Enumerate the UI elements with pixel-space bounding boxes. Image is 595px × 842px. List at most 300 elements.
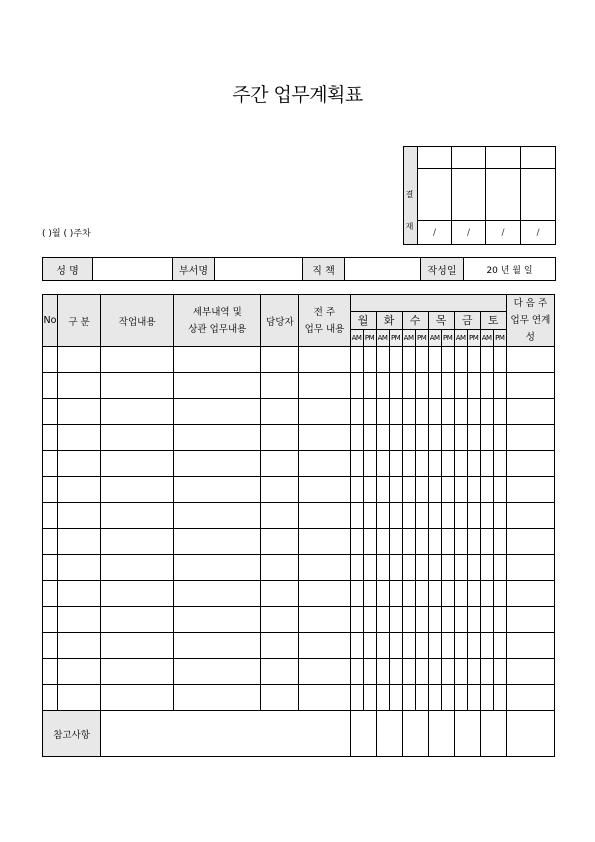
table-row	[43, 633, 555, 659]
table-cell[interactable]	[415, 425, 428, 451]
table-cell[interactable]	[402, 399, 415, 425]
table-cell[interactable]	[101, 477, 174, 503]
table-cell[interactable]	[101, 373, 174, 399]
table-cell[interactable]	[363, 373, 376, 399]
table-cell[interactable]	[493, 659, 506, 685]
table-cell[interactable]	[389, 347, 402, 373]
table-cell[interactable]	[101, 347, 174, 373]
table-cell[interactable]	[441, 477, 454, 503]
table-cell[interactable]	[467, 659, 480, 685]
table-cell[interactable]	[454, 503, 467, 529]
table-cell[interactable]	[363, 659, 376, 685]
table-cell[interactable]	[43, 555, 58, 581]
table-cell[interactable]	[467, 399, 480, 425]
notes-day-cell[interactable]	[376, 711, 402, 757]
table-cell[interactable]	[389, 607, 402, 633]
table-cell[interactable]	[58, 347, 101, 373]
table-cell[interactable]	[402, 633, 415, 659]
approval-title-cell[interactable]	[452, 147, 486, 169]
table-cell[interactable]	[480, 633, 493, 659]
table-cell[interactable]	[350, 529, 363, 555]
table-cell[interactable]	[415, 659, 428, 685]
table-cell[interactable]	[261, 425, 299, 451]
table-cell[interactable]	[428, 555, 441, 581]
table-cell[interactable]	[376, 503, 389, 529]
table-cell[interactable]	[441, 555, 454, 581]
table-cell[interactable]	[441, 451, 454, 477]
table-cell[interactable]	[299, 659, 350, 685]
table-cell[interactable]	[350, 685, 363, 711]
table-cell[interactable]	[402, 555, 415, 581]
table-cell[interactable]	[174, 555, 261, 581]
table-cell[interactable]	[389, 503, 402, 529]
day-header: 월	[350, 312, 376, 329]
approval-date-cell[interactable]: /	[418, 221, 452, 245]
table-cell[interactable]	[480, 685, 493, 711]
table-cell[interactable]	[376, 529, 389, 555]
table-cell[interactable]	[43, 607, 58, 633]
table-cell[interactable]	[261, 477, 299, 503]
table-cell[interactable]	[261, 685, 299, 711]
table-cell[interactable]	[493, 555, 506, 581]
table-cell[interactable]	[299, 503, 350, 529]
table-cell[interactable]	[454, 477, 467, 503]
table-cell[interactable]	[389, 581, 402, 607]
table-cell[interactable]	[493, 607, 506, 633]
table-cell[interactable]	[299, 685, 350, 711]
table-cell[interactable]	[58, 607, 101, 633]
table-cell[interactable]	[376, 555, 389, 581]
table-cell[interactable]	[428, 399, 441, 425]
table-cell[interactable]	[493, 581, 506, 607]
table-cell[interactable]	[506, 503, 554, 529]
table-cell[interactable]	[261, 451, 299, 477]
table-cell[interactable]	[58, 503, 101, 529]
table-cell[interactable]	[376, 425, 389, 451]
approval-title-cell[interactable]	[521, 147, 556, 169]
table-cell[interactable]	[261, 503, 299, 529]
table-cell[interactable]	[101, 555, 174, 581]
owner-header: 담당자	[261, 295, 299, 347]
approval-sign-cell[interactable]	[452, 169, 486, 221]
table-cell[interactable]	[299, 607, 350, 633]
table-cell[interactable]	[261, 529, 299, 555]
table-cell[interactable]	[506, 477, 554, 503]
table-cell[interactable]	[58, 685, 101, 711]
table-cell[interactable]	[415, 555, 428, 581]
table-cell[interactable]	[261, 373, 299, 399]
table-cell[interactable]	[415, 373, 428, 399]
table-cell[interactable]	[299, 477, 350, 503]
table-cell[interactable]	[467, 685, 480, 711]
table-cell[interactable]	[261, 347, 299, 373]
table-cell[interactable]	[415, 503, 428, 529]
table-cell[interactable]	[506, 451, 554, 477]
table-cell[interactable]	[101, 503, 174, 529]
table-cell[interactable]	[454, 607, 467, 633]
table-cell[interactable]	[441, 503, 454, 529]
table-cell[interactable]	[389, 685, 402, 711]
table-cell[interactable]	[350, 373, 363, 399]
table-cell[interactable]	[441, 399, 454, 425]
table-cell[interactable]	[261, 581, 299, 607]
table-cell[interactable]	[415, 399, 428, 425]
table-cell[interactable]	[480, 555, 493, 581]
table-cell[interactable]	[58, 399, 101, 425]
table-cell[interactable]	[415, 529, 428, 555]
approval-sign-cell[interactable]	[418, 169, 452, 221]
table-cell[interactable]	[101, 607, 174, 633]
table-cell[interactable]	[299, 529, 350, 555]
page-title: 주간 업무계획표	[232, 84, 363, 106]
table-cell[interactable]	[467, 555, 480, 581]
notes-next-cell[interactable]	[506, 711, 554, 757]
table-cell[interactable]	[299, 373, 350, 399]
table-cell[interactable]	[467, 347, 480, 373]
table-cell[interactable]	[441, 425, 454, 451]
table-cell[interactable]	[441, 633, 454, 659]
table-cell[interactable]	[441, 607, 454, 633]
approval-sign-cell[interactable]	[521, 169, 556, 221]
table-cell[interactable]	[454, 633, 467, 659]
table-cell[interactable]	[363, 581, 376, 607]
table-cell[interactable]	[101, 685, 174, 711]
table-cell[interactable]	[441, 581, 454, 607]
table-cell[interactable]	[101, 399, 174, 425]
name-field[interactable]	[93, 258, 173, 281]
table-cell[interactable]	[58, 425, 101, 451]
table-cell[interactable]	[350, 347, 363, 373]
table-cell[interactable]	[174, 685, 261, 711]
table-cell[interactable]	[454, 451, 467, 477]
table-cell[interactable]	[43, 399, 58, 425]
table-cell[interactable]	[363, 451, 376, 477]
table-cell[interactable]	[299, 633, 350, 659]
table-cell[interactable]	[299, 581, 350, 607]
table-cell[interactable]	[43, 425, 58, 451]
table-cell[interactable]	[402, 451, 415, 477]
table-cell[interactable]	[376, 477, 389, 503]
table-cell[interactable]	[101, 659, 174, 685]
table-cell[interactable]	[376, 581, 389, 607]
table-cell[interactable]	[376, 685, 389, 711]
table-cell[interactable]	[299, 451, 350, 477]
table-cell[interactable]	[441, 659, 454, 685]
table-cell[interactable]	[428, 451, 441, 477]
table-cell[interactable]	[363, 685, 376, 711]
table-cell[interactable]	[299, 347, 350, 373]
table-cell[interactable]	[389, 399, 402, 425]
table-cell[interactable]	[389, 529, 402, 555]
table-cell[interactable]	[101, 451, 174, 477]
table-cell[interactable]	[43, 451, 58, 477]
notes-day-cell[interactable]	[454, 711, 480, 757]
table-cell[interactable]	[480, 373, 493, 399]
table-cell[interactable]	[389, 555, 402, 581]
table-cell[interactable]	[467, 581, 480, 607]
table-cell[interactable]	[389, 659, 402, 685]
table-cell[interactable]	[454, 685, 467, 711]
table-cell[interactable]	[376, 373, 389, 399]
table-cell[interactable]	[402, 685, 415, 711]
date-label: 작성일	[421, 258, 464, 281]
table-cell[interactable]	[480, 425, 493, 451]
table-cell[interactable]	[506, 633, 554, 659]
table-cell[interactable]	[101, 581, 174, 607]
table-cell[interactable]	[174, 633, 261, 659]
table-cell[interactable]	[402, 581, 415, 607]
table-cell[interactable]	[428, 477, 441, 503]
table-cell[interactable]	[299, 399, 350, 425]
table-cell[interactable]	[467, 529, 480, 555]
table-cell[interactable]	[493, 347, 506, 373]
day-header: 목	[428, 312, 454, 329]
table-cell[interactable]	[506, 555, 554, 581]
table-cell[interactable]	[299, 425, 350, 451]
table-cell[interactable]	[506, 529, 554, 555]
table-cell[interactable]	[58, 451, 101, 477]
table-cell[interactable]	[441, 347, 454, 373]
table-cell[interactable]	[58, 633, 101, 659]
table-cell[interactable]	[43, 685, 58, 711]
table-cell[interactable]	[299, 555, 350, 581]
table-cell[interactable]	[174, 529, 261, 555]
table-cell[interactable]	[467, 425, 480, 451]
table-cell[interactable]	[493, 685, 506, 711]
table-cell[interactable]	[441, 529, 454, 555]
table-cell[interactable]	[363, 425, 376, 451]
pm-header: PM	[363, 329, 376, 346]
table-cell[interactable]	[467, 633, 480, 659]
table-cell[interactable]	[101, 425, 174, 451]
table-cell[interactable]	[174, 399, 261, 425]
table-cell[interactable]	[493, 633, 506, 659]
table-cell[interactable]	[402, 503, 415, 529]
approval-date-cell[interactable]: /	[486, 221, 521, 245]
table-cell[interactable]	[174, 659, 261, 685]
table-cell[interactable]	[480, 347, 493, 373]
table-cell[interactable]	[43, 581, 58, 607]
table-cell[interactable]	[261, 399, 299, 425]
table-cell[interactable]	[402, 477, 415, 503]
table-cell[interactable]	[506, 659, 554, 685]
table-cell[interactable]	[454, 659, 467, 685]
table-cell[interactable]	[402, 607, 415, 633]
table-cell[interactable]	[376, 607, 389, 633]
table-cell[interactable]	[363, 555, 376, 581]
table-cell[interactable]	[467, 451, 480, 477]
table-cell[interactable]	[43, 503, 58, 529]
notes-day-cell[interactable]	[350, 711, 376, 757]
table-cell[interactable]	[261, 555, 299, 581]
approval-date-cell[interactable]: /	[521, 221, 556, 245]
table-cell[interactable]	[428, 373, 441, 399]
table-cell[interactable]	[493, 503, 506, 529]
table-cell[interactable]	[350, 581, 363, 607]
table-cell[interactable]	[467, 477, 480, 503]
table-cell[interactable]	[402, 425, 415, 451]
table-cell[interactable]	[402, 373, 415, 399]
table-cell[interactable]	[43, 529, 58, 555]
table-cell[interactable]	[415, 451, 428, 477]
table-cell[interactable]	[101, 529, 174, 555]
table-cell[interactable]	[415, 347, 428, 373]
notes-field[interactable]	[101, 711, 350, 757]
table-cell[interactable]	[350, 425, 363, 451]
table-cell[interactable]	[467, 373, 480, 399]
table-cell[interactable]	[363, 477, 376, 503]
table-cell[interactable]	[467, 503, 480, 529]
table-cell[interactable]	[363, 399, 376, 425]
approval-title-cell[interactable]	[486, 147, 521, 169]
table-cell[interactable]	[506, 399, 554, 425]
table-cell[interactable]	[58, 555, 101, 581]
table-cell[interactable]	[58, 529, 101, 555]
table-cell[interactable]	[350, 451, 363, 477]
table-cell[interactable]	[415, 607, 428, 633]
table-cell[interactable]	[174, 607, 261, 633]
table-cell[interactable]	[174, 425, 261, 451]
table-cell[interactable]	[480, 451, 493, 477]
table-cell[interactable]	[376, 633, 389, 659]
table-cell[interactable]	[480, 399, 493, 425]
table-cell[interactable]	[174, 347, 261, 373]
table-cell[interactable]	[402, 529, 415, 555]
table-cell[interactable]	[493, 451, 506, 477]
approval-title-cell[interactable]	[418, 147, 452, 169]
table-cell[interactable]	[480, 529, 493, 555]
table-cell[interactable]	[415, 477, 428, 503]
table-cell[interactable]	[441, 685, 454, 711]
table-cell[interactable]	[506, 425, 554, 451]
table-cell[interactable]	[43, 633, 58, 659]
table-cell[interactable]	[428, 503, 441, 529]
table-cell[interactable]	[506, 685, 554, 711]
table-cell[interactable]	[174, 477, 261, 503]
table-cell[interactable]	[350, 503, 363, 529]
table-cell[interactable]	[428, 425, 441, 451]
table-cell[interactable]	[467, 607, 480, 633]
table-cell[interactable]	[454, 581, 467, 607]
table-cell[interactable]	[454, 425, 467, 451]
table-cell[interactable]	[43, 659, 58, 685]
table-cell[interactable]	[493, 529, 506, 555]
table-cell[interactable]	[389, 451, 402, 477]
detail-header: 세부내역 및 상관 업무내용	[174, 295, 261, 347]
table-cell[interactable]	[480, 659, 493, 685]
table-cell[interactable]	[58, 477, 101, 503]
table-cell[interactable]	[363, 607, 376, 633]
table-cell[interactable]	[506, 607, 554, 633]
table-cell[interactable]	[43, 373, 58, 399]
table-cell[interactable]	[441, 373, 454, 399]
table-cell[interactable]	[174, 451, 261, 477]
table-cell[interactable]	[493, 425, 506, 451]
table-cell[interactable]	[389, 373, 402, 399]
table-cell[interactable]	[350, 555, 363, 581]
table-cell[interactable]	[428, 529, 441, 555]
info-table	[42, 257, 556, 281]
table-cell[interactable]	[480, 477, 493, 503]
approval-date-cell[interactable]: /	[452, 221, 486, 245]
table-cell[interactable]	[43, 477, 58, 503]
table-cell[interactable]	[174, 373, 261, 399]
table-cell[interactable]	[261, 633, 299, 659]
table-cell[interactable]	[174, 503, 261, 529]
table-cell[interactable]	[454, 555, 467, 581]
table-cell[interactable]	[376, 399, 389, 425]
table-cell[interactable]	[350, 399, 363, 425]
table-cell[interactable]	[350, 607, 363, 633]
table-cell[interactable]	[261, 659, 299, 685]
table-cell[interactable]	[58, 373, 101, 399]
table-cell[interactable]	[480, 607, 493, 633]
table-cell[interactable]	[402, 659, 415, 685]
table-cell[interactable]	[428, 347, 441, 373]
table-cell[interactable]	[363, 347, 376, 373]
table-cell[interactable]	[101, 633, 174, 659]
table-cell[interactable]	[261, 607, 299, 633]
table-cell[interactable]	[363, 529, 376, 555]
table-cell[interactable]	[493, 477, 506, 503]
table-cell[interactable]	[415, 633, 428, 659]
table-cell[interactable]	[428, 607, 441, 633]
table-cell[interactable]	[58, 659, 101, 685]
table-cell[interactable]	[454, 399, 467, 425]
department-field[interactable]	[215, 258, 303, 281]
table-cell[interactable]	[174, 581, 261, 607]
table-cell[interactable]	[506, 581, 554, 607]
table-cell[interactable]	[428, 633, 441, 659]
table-cell[interactable]	[363, 503, 376, 529]
table-cell[interactable]	[376, 659, 389, 685]
approval-sign-cell[interactable]	[486, 169, 521, 221]
table-cell[interactable]	[506, 373, 554, 399]
table-cell[interactable]	[58, 581, 101, 607]
table-cell[interactable]	[480, 503, 493, 529]
table-cell[interactable]	[454, 347, 467, 373]
table-cell[interactable]	[428, 659, 441, 685]
table-cell[interactable]	[493, 399, 506, 425]
notes-day-cell[interactable]	[402, 711, 428, 757]
approval-box	[403, 146, 556, 245]
table-cell[interactable]	[415, 685, 428, 711]
table-cell[interactable]	[415, 581, 428, 607]
table-cell[interactable]	[43, 347, 58, 373]
table-cell[interactable]	[454, 529, 467, 555]
notes-day-cell[interactable]	[480, 711, 506, 757]
table-cell[interactable]	[480, 581, 493, 607]
table-cell[interactable]	[376, 451, 389, 477]
table-cell[interactable]	[389, 425, 402, 451]
table-cell[interactable]	[376, 347, 389, 373]
table-cell[interactable]	[389, 477, 402, 503]
table-cell[interactable]	[350, 659, 363, 685]
table-cell[interactable]	[350, 633, 363, 659]
table-cell[interactable]	[389, 633, 402, 659]
table-cell[interactable]	[428, 581, 441, 607]
table-cell[interactable]	[350, 477, 363, 503]
table-cell[interactable]	[402, 347, 415, 373]
table-cell[interactable]	[363, 633, 376, 659]
notes-day-cell[interactable]	[428, 711, 454, 757]
position-field[interactable]	[345, 258, 421, 281]
date-field[interactable]: 20 년 월 일	[464, 258, 556, 281]
table-cell[interactable]	[454, 373, 467, 399]
table-cell[interactable]	[506, 347, 554, 373]
table-cell[interactable]	[493, 373, 506, 399]
table-cell[interactable]	[428, 685, 441, 711]
